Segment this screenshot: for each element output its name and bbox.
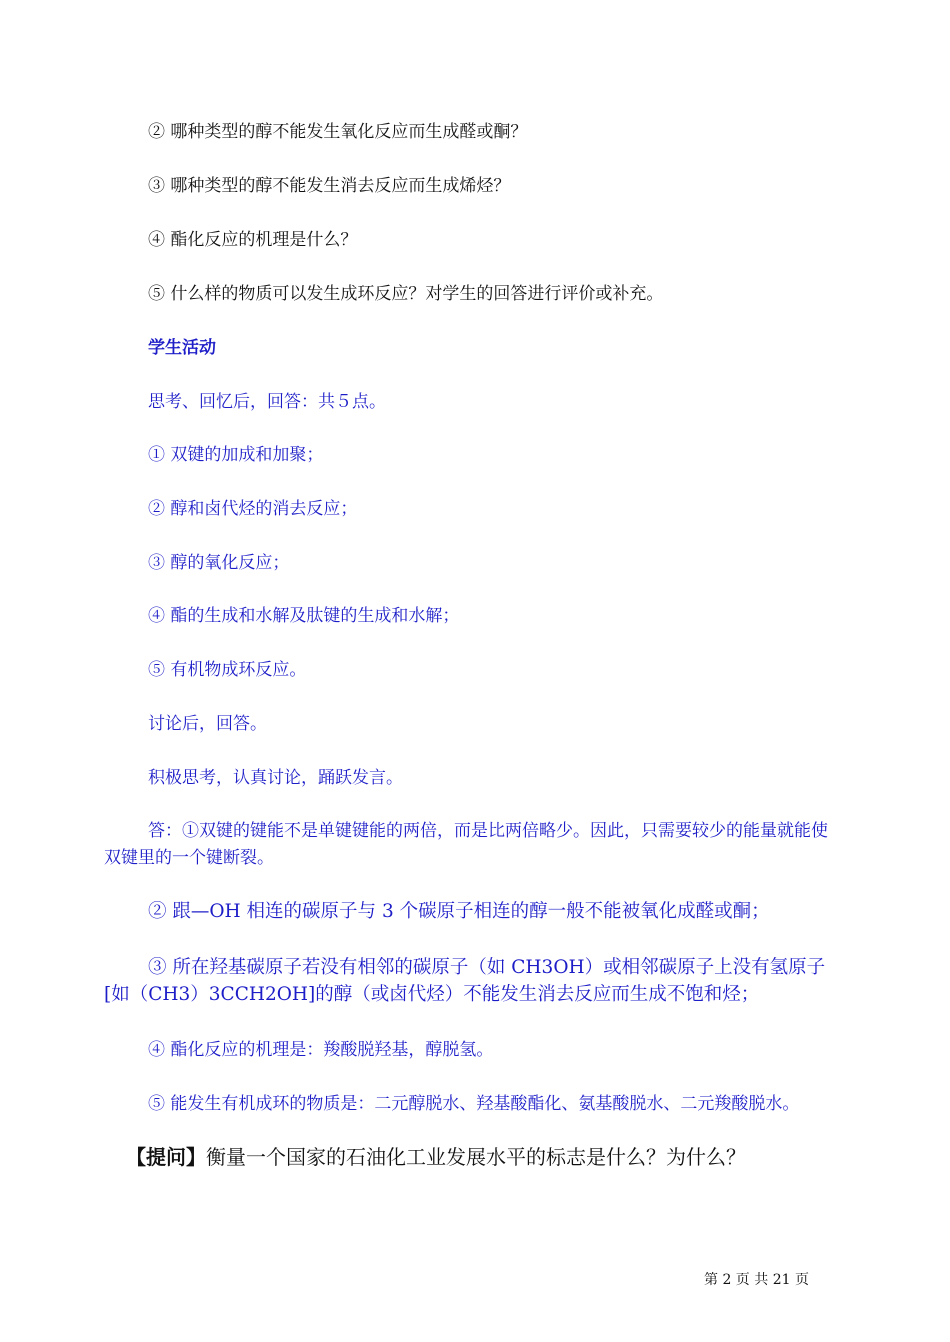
answer-5: ⑤ 能发生有机成环的物质是：二元醇脱水、羟基酸酯化、氨基酸脱水、二元羧酸脱水。 (148, 1094, 800, 1114)
student-point-4: ④ 酯的生成和水解及肽键的生成和水解； (148, 606, 460, 626)
engagement-note: 积极思考，认真讨论，踊跃发言。 (148, 768, 403, 788)
student-activity-intro: 思考、回忆后，回答：共５点。 (148, 392, 386, 412)
student-point-5: ⑤ 有机物成环反应。 (148, 660, 307, 680)
answer-3: ③ 所在羟基碳原子若没有相邻的碳原子（如 CH3OH）或相邻碳原子上没有氢原子[如（CH3）3CCH2OH]的醇（或卤代烃）不能发生消去反应而生成不饱和烃； (104, 957, 826, 1005)
discussion-note: 讨论后，回答。 (148, 714, 267, 734)
answer-4: ④ 酯化反应的机理是：羧酸脱羟基，醇脱氢。 (148, 1040, 494, 1060)
student-point-1: ① 双键的加成和加聚； (148, 445, 324, 465)
prompt-text: 衡量一个国家的石油化工业发展水平的标志是什么？为什么？ (206, 1145, 746, 1169)
student-point-3: ③ 醇的氧化反应； (148, 553, 290, 573)
prompt-line (126, 1145, 746, 1169)
page-footer: 第 2 页 共 21 页 (704, 1272, 809, 1288)
answer-1: 答：①双键的键能不是单键键能的两倍，而是比两倍略少。因此，只需要较少的能量就能使双键里的一个键断裂。 (104, 821, 828, 868)
student-activity-heading: 学生活动 (148, 338, 216, 358)
teacher-question-5: ⑤ 什么样的物质可以发生成环反应？对学生的回答进行评价或补充。 (148, 284, 664, 304)
teacher-question-3: ③ 哪种类型的醇不能发生消去反应而生成烯烃？ (148, 176, 511, 196)
student-point-2: ② 醇和卤代烃的消去反应； (148, 499, 358, 519)
teacher-question-4: ④ 酯化反应的机理是什么？ (148, 230, 358, 250)
teacher-question-2: ② 哪种类型的醇不能发生氧化反应而生成醛或酮？ (148, 122, 528, 142)
prompt-label: 【提问】 (126, 1145, 206, 1169)
answer-2: ② 跟—OH 相连的碳原子与 3 个碳原子相连的醇一般不能被氧化成醛或酮； (148, 901, 770, 922)
